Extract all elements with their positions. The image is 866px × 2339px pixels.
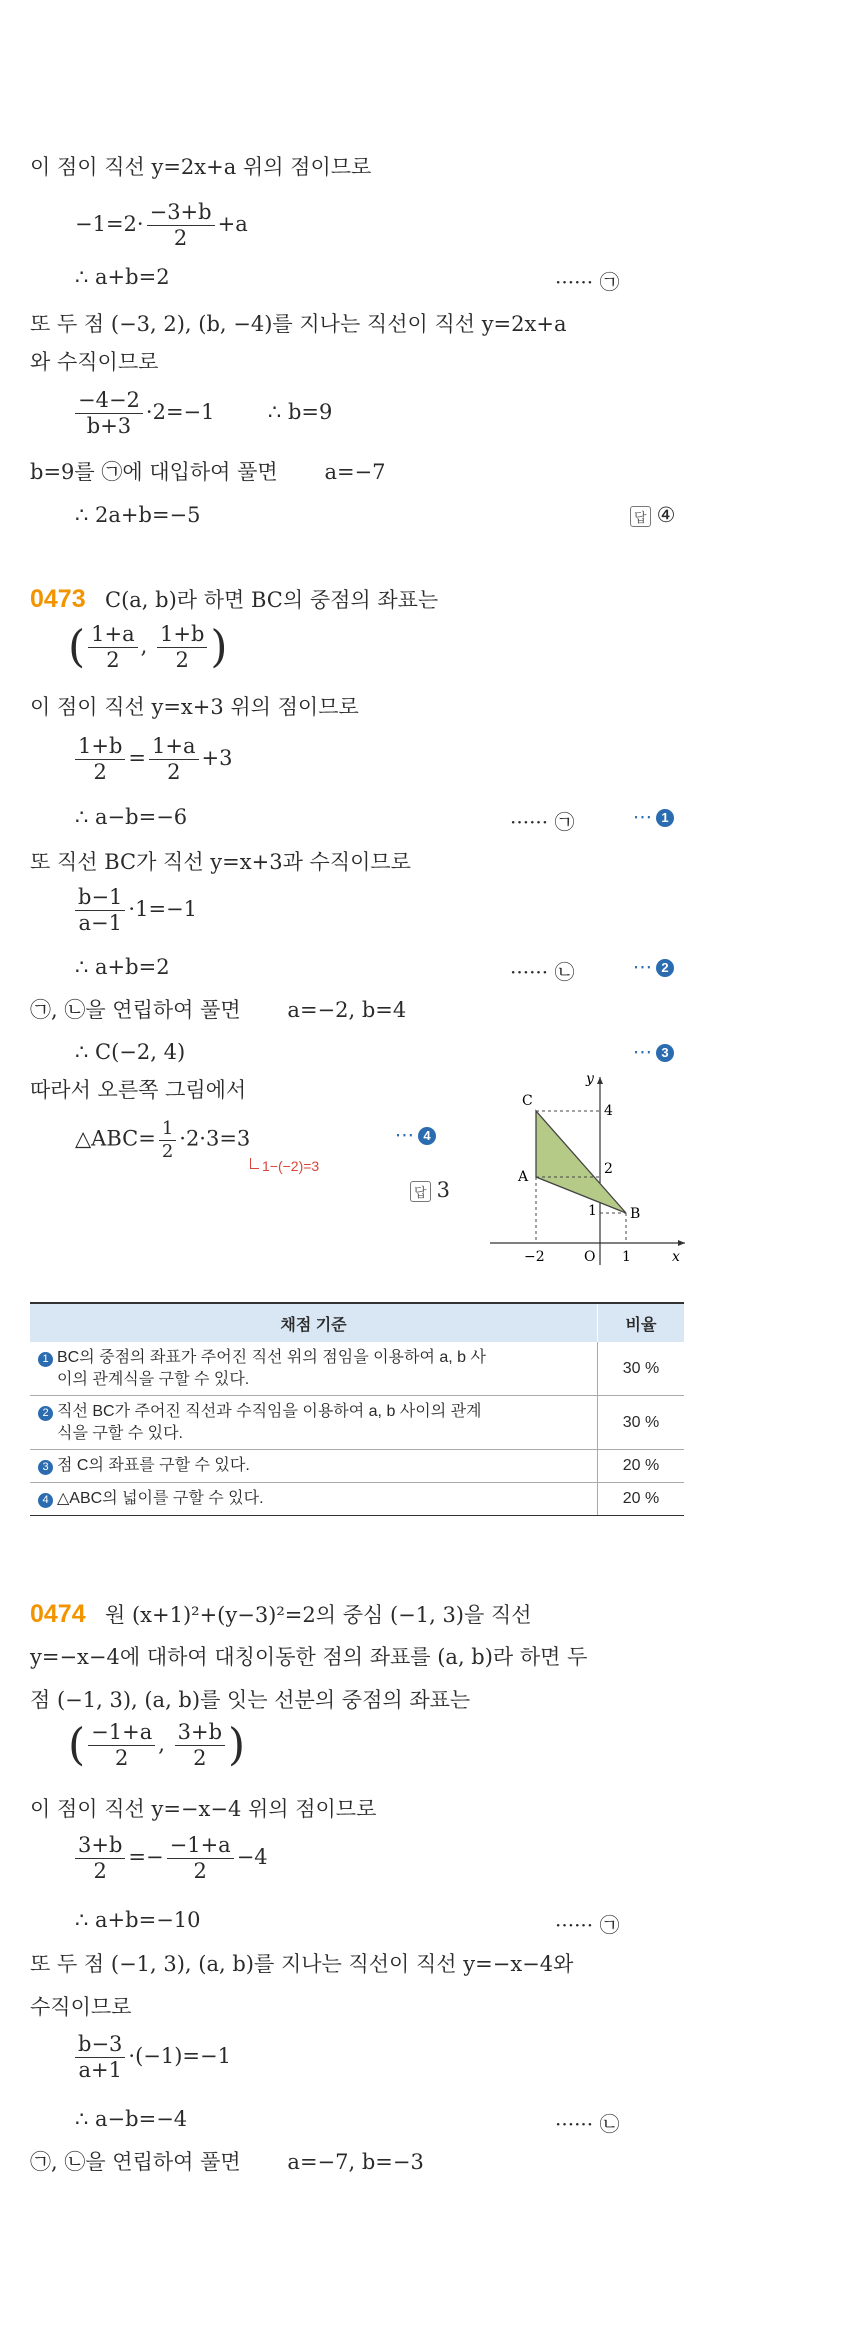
criteria-text: 점 C의 좌표를 구할 수 있다. [57,1457,250,1475]
step-marker-4 [395,1124,436,1147]
criteria-cell [30,1342,598,1396]
criteria-text: 식을 구할 수 있다. [57,1424,183,1442]
midpoint-coords: ( $\frac{-1+a}{2}$ , $\frac{3+b}{2}$ ) [68,1719,246,1771]
answer-value: 3 [436,1178,450,1202]
denominator: 2 [167,760,181,785]
ratio-cell: 30 % [598,1396,685,1450]
criteria-number: 3 [38,1460,53,1475]
area-note-text: 1−(−2)=3 [262,1158,320,1174]
text-line: ∴ a−b=−6 [75,805,188,829]
tick-minus-2: −2 [524,1249,545,1265]
numerator: 1+a [149,734,198,760]
problem-number: 0473 [30,585,86,613]
denominator: 2 [93,1859,107,1884]
text-line: ∴ C(−2, 4) [75,1040,186,1064]
criteria-text: △ABC의 넓이를 구할 수 있다. [57,1489,264,1507]
fraction [75,1833,125,1884]
tick-1-x: 1 [622,1249,631,1265]
label-a: A [518,1169,529,1185]
denominator: a+1 [78,2058,122,2083]
equation [72,1833,268,1884]
numerator: −4−2 [75,388,143,414]
step-marker-3 [633,1041,674,1064]
step-marker-1 [633,806,674,829]
text-line: 원 (x+1)²+(y−3)²=2의 중심 (−1, 3)을 직선 [105,1603,532,1627]
table-row [30,1482,684,1515]
denominator: 2 [175,648,189,673]
denominator: 2 [115,1746,129,1771]
criteria-text: 직선 BC가 주어진 직선과 수직임을 이용하여 a, b 사이의 관계 [57,1403,482,1421]
table-row [30,1396,684,1450]
fraction [75,885,125,936]
text-line: 따라서 오른쪽 그림에서 [30,1078,247,1102]
coordinate-graph [480,1065,690,1275]
eq-part: =− [128,1845,164,1870]
eq-part: ·2=−1 ∴ b=9 [145,400,333,425]
table-row [30,1450,684,1483]
numerator: 1+b [157,622,207,648]
criteria-cell [30,1450,598,1483]
eq-part: +a [217,212,248,237]
text-line: 또 두 점 (−3, 2), (b, −4)를 지나는 직선이 직선 y=2x+a [30,312,567,336]
step-number: 2 [656,959,674,977]
fraction [75,2032,125,2083]
text-line: ∴ a−b=−4 [75,2107,188,2131]
equation-marker: ······ ㉠ [510,810,575,834]
step-arrow: ⋯ [395,1125,414,1146]
text-line: 이 점이 직선 y=2x+a 위의 점이므로 [30,155,372,179]
text-line: 또 두 점 (−1, 3), (a, b)를 지나는 직선이 직선 y=−x−4와 [30,1952,574,1976]
label-c: C [522,1093,533,1109]
step-number: 3 [656,1044,674,1062]
denominator: a−1 [78,911,122,936]
numerator: −1+a [88,1720,155,1746]
criteria-text: BC의 중점의 좌표가 주어진 직선 위의 점임을 이용하여 a, b 사 [57,1349,486,1366]
denominator: 2 [93,760,107,785]
step-arrow: ⋯ [633,1042,652,1063]
eq-part: ·(−1)=−1 [128,2044,231,2069]
eq-part: +3 [201,746,233,771]
paren: ( [68,621,86,673]
header-criteria: 채점 기준 [30,1303,598,1342]
numerator: 3+b [75,1833,125,1859]
equation-marker: ······ ㉡ [555,2112,620,2136]
text-line: 점 (−1, 3), (a, b)를 잇는 선분의 중점의 좌표는 [30,1688,471,1712]
equation-marker: ······ ㉠ [555,1913,620,1937]
problem-number: 0474 [30,1600,86,1628]
denominator: b+3 [86,414,132,439]
grading-rubric-table [30,1302,684,1516]
answer [410,1178,450,1202]
criteria-text: 이의 관계식을 구할 수 있다. [57,1370,250,1388]
x-axis-arrow [678,1240,685,1246]
numerator: −3+b [147,200,215,226]
ratio-cell: 20 % [598,1450,685,1483]
label-origin: O [584,1249,596,1265]
denominator: 2 [161,1140,174,1162]
text-line: ㉠, ㉡을 연립하여 풀면 a=−2, b=4 [30,998,407,1022]
numerator: 1+a [88,622,137,648]
tick-1-y: 1 [588,1203,597,1219]
eq-part: ·2·3=3 [179,1126,251,1151]
fraction [157,622,207,673]
fraction [159,1118,176,1162]
fraction [175,1720,225,1771]
eq-part: △ABC= [75,1126,156,1151]
denominator: 2 [193,1746,207,1771]
text-line: 와 수직이므로 [30,350,159,374]
label-y: y [586,1071,594,1087]
text-line: ∴ a+b=−10 [75,1908,201,1932]
step-arrow: ⋯ [633,807,652,828]
table-row [30,1342,684,1396]
area-equation [75,1118,250,1162]
ratio-cell: 30 % [598,1342,685,1396]
tick-4: 4 [604,1103,613,1119]
numerator: b−3 [75,2032,125,2058]
equation [72,885,197,936]
criteria-cell [30,1482,598,1515]
criteria-number: 1 [38,1352,53,1367]
equation [72,388,332,439]
table-header-row [30,1303,684,1342]
numerator: 1+b [75,734,125,760]
answer-label: 답 [410,1181,431,1202]
header-ratio: 비율 [598,1303,685,1342]
y-axis-arrow [597,1077,603,1084]
text-line: b=9를 ㉠에 대입하여 풀면 a=−7 [30,460,386,484]
fraction [147,200,215,251]
step-number: 1 [656,809,674,827]
text-line: C(a, b)라 하면 BC의 중점의 좌표는 [105,588,439,612]
criteria-number: 2 [38,1406,53,1421]
fraction [75,388,143,439]
label-b: B [630,1206,641,1222]
numerator: b−1 [75,885,125,911]
paren: ) [210,621,228,673]
equation-marker: ······ ㉡ [510,960,575,984]
step-marker-2 [633,956,674,979]
fraction [88,1720,155,1771]
text-line: 또 직선 BC가 직선 y=x+3과 수직이므로 [30,850,411,874]
text-line: ㉠, ㉡을 연립하여 풀면 a=−7, b=−3 [30,2150,424,2174]
answer-value: ④ [656,503,676,527]
numerator: 3+b [175,1720,225,1746]
eq-part: −4 [236,1845,268,1870]
denominator: 2 [193,1859,207,1884]
numerator: −1+a [167,1833,234,1859]
tick-2: 2 [604,1161,613,1177]
step-arrow: ⋯ [633,957,652,978]
equation: $\frac{1+b}{2}$ = $\frac{1+a}{2}$ +3 [72,734,232,785]
paren: ) [228,1719,246,1771]
answer-label: 답 [630,506,651,527]
criteria-number: 4 [38,1493,53,1508]
text-line: y=−x−4에 대하여 대칭이동한 점의 좌표를 (a, b)라 하면 두 [30,1645,588,1669]
criteria-cell [30,1396,598,1450]
midpoint-coords: ( $\frac{1+a}{2}$ , $\frac{1+b}{2}$ ) [68,621,228,673]
denominator: 2 [173,226,188,251]
fraction [88,622,137,673]
text-line: ∴ a+b=2 [75,955,170,979]
fraction [149,734,198,785]
text-line: 이 점이 직선 y=−x−4 위의 점이므로 [30,1797,377,1821]
paren: ( [68,1719,86,1771]
equation [75,200,248,251]
answer [630,503,675,527]
equation-marker: ······ ㉠ [555,270,620,294]
area-note [250,1158,319,1174]
fraction [75,734,125,785]
numerator: 1 [159,1118,176,1141]
eq-part: −1=2· [75,212,144,237]
denominator: 2 [106,648,120,673]
eq-part: ·1=−1 [128,897,197,922]
text-line: 이 점이 직선 y=x+3 위의 점이므로 [30,695,359,719]
fraction [167,1833,234,1884]
text-line: 수직이므로 [30,1995,132,2019]
label-x: x [672,1249,680,1265]
ratio-cell: 20 % [598,1482,685,1515]
text-line: ∴ 2a+b=−5 [75,503,201,527]
equation [72,2032,231,2083]
step-number: 4 [418,1127,436,1145]
text-line: ∴ a+b=2 [75,265,170,289]
